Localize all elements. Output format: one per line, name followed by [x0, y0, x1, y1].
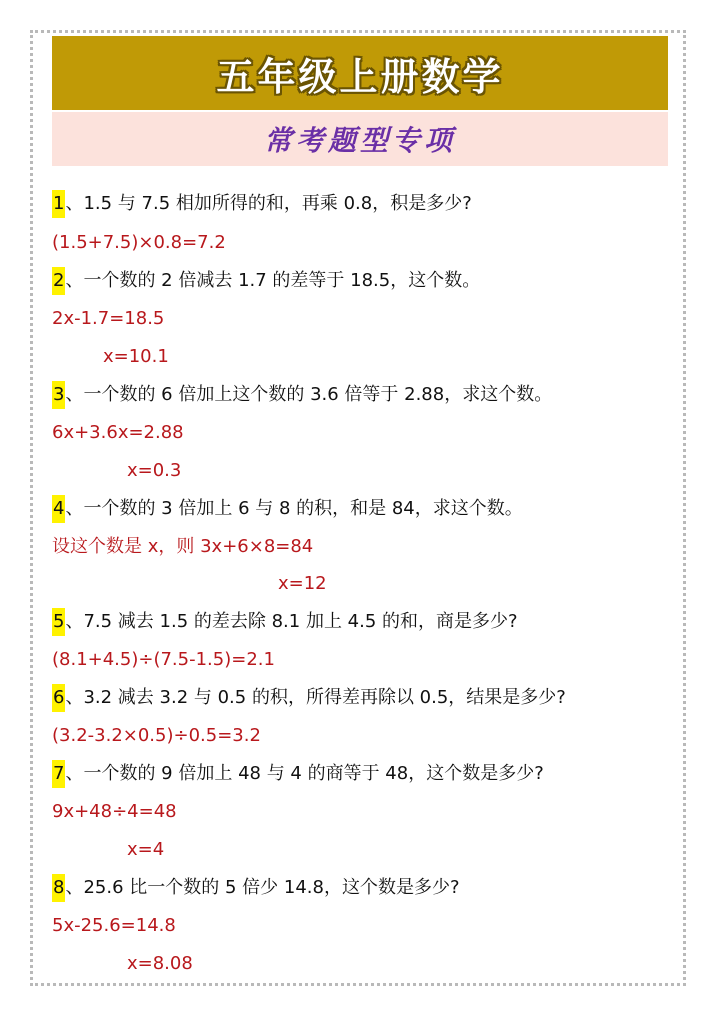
question-number: 1 — [52, 190, 65, 218]
answer-4-line-2: x=12 — [278, 573, 327, 594]
answer-2-line-1: 2x-1.7=18.5 — [52, 308, 165, 329]
title-banner — [52, 36, 668, 110]
question-text: 3.2 减去 3.2 与 0.5 的积，所得差再除以 0.5，结果是多少? — [83, 687, 566, 708]
question-text: 25.6 比一个数的 5 倍少 14.8，这个数是多少? — [83, 877, 460, 898]
answer-7-line-2: x=4 — [127, 839, 165, 860]
answer-6-line-1: (3.2-3.2×0.5)÷0.5=3.2 — [52, 725, 261, 746]
question-separator: 、 — [65, 270, 84, 291]
question-separator: 、 — [65, 193, 84, 214]
question-3 — [52, 380, 552, 410]
answer-3-line-1: 6x+3.6x=2.88 — [52, 422, 184, 443]
question-number: 4 — [52, 495, 65, 523]
question-text: 7.5 减去 1.5 的差去除 8.1 加上 4.5 的和，商是多少? — [83, 611, 518, 632]
question-separator: 、 — [65, 687, 84, 708]
answer-5-line-1: (8.1+4.5)÷(7.5-1.5)=2.1 — [52, 649, 275, 670]
question-5 — [52, 607, 518, 637]
question-separator: 、 — [65, 611, 84, 632]
answer-7-line-1: 9x+48÷4=48 — [52, 801, 177, 822]
answer-8-line-1: 5x-25.6=14.8 — [52, 915, 176, 936]
answer-3-line-2: x=0.3 — [127, 460, 182, 481]
question-number: 3 — [52, 381, 65, 409]
question-separator: 、 — [65, 384, 84, 405]
subtitle-banner — [52, 112, 668, 166]
answer-8-line-2: x=8.08 — [127, 953, 193, 974]
question-number: 5 — [52, 608, 65, 636]
question-separator: 、 — [65, 763, 84, 784]
question-text: 一个数的 6 倍加上这个数的 3.6 倍等于 2.88，求这个数。 — [83, 384, 553, 405]
question-2 — [52, 266, 480, 296]
answer-1-line-1: (1.5+7.5)×0.8=7.2 — [52, 232, 226, 253]
question-number: 7 — [52, 760, 65, 788]
question-text: 一个数的 2 倍减去 1.7 的差等于 18.5，这个数。 — [83, 270, 481, 291]
page-title: 五年级上册数学 — [216, 53, 504, 99]
question-number: 2 — [52, 267, 65, 295]
question-separator: 、 — [65, 498, 84, 519]
question-7 — [52, 759, 544, 789]
question-number: 8 — [52, 874, 65, 902]
question-4 — [52, 494, 523, 524]
answer-2-line-2: x=10.1 — [103, 346, 169, 367]
question-text: 一个数的 3 倍加上 6 与 8 的积，和是 84，求这个数。 — [83, 498, 523, 519]
question-1 — [52, 189, 472, 219]
question-text: 1.5 与 7.5 相加所得的和，再乘 0.8，积是多少? — [83, 193, 472, 214]
answer-4-line-1: 设这个数是 x，则 3x+6×8=84 — [52, 536, 314, 557]
question-6 — [52, 683, 566, 713]
question-separator: 、 — [65, 877, 84, 898]
question-number: 6 — [52, 684, 65, 712]
question-text: 一个数的 9 倍加上 48 与 4 的商等于 48，这个数是多少? — [83, 763, 544, 784]
question-8 — [52, 873, 460, 903]
page-subtitle: 常考题型专项 — [263, 124, 456, 157]
